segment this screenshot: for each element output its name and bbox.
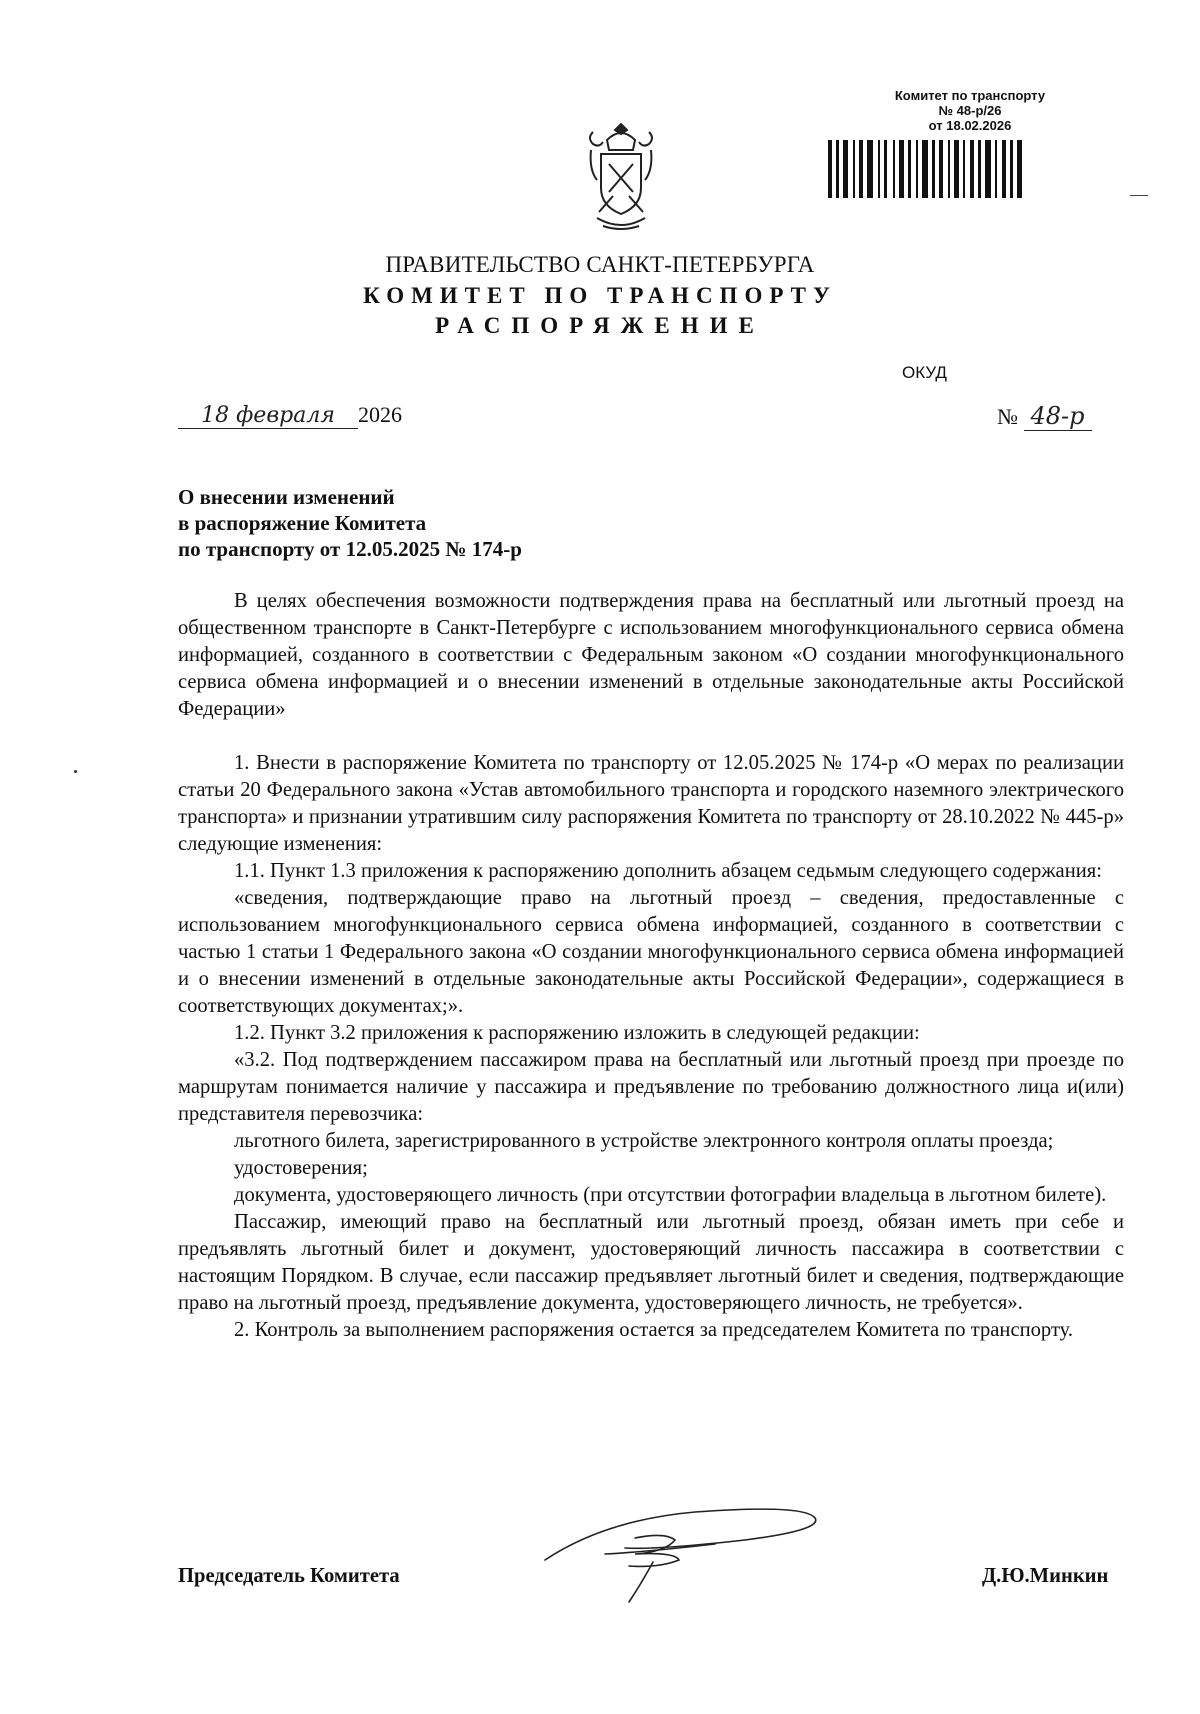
clause-1-1: 1.1. Пункт 1.3 приложения к распоряжению дополнить абзацем седьмым следующего содержания: [234,860,1102,882]
barcode-bar [1010,140,1013,198]
barcode-bar [828,140,832,198]
signatory-name: Д.Ю.Минкин [982,1565,1109,1587]
preamble-paragraph: В целях обеспечения возможности подтверждения права на бесплатный или льготный проезд на общественном транспорте в Санкт-Петербурге с использованием многофункционального сервиса обмена информацией, созданного в соответствии с Федеральным законом «О создании многофункционального сервиса обмена информацией и о внесении изменений в отдельные законодательные акты Российской Федерации» [178,590,1124,720]
handwritten-signature [535,1490,825,1615]
barcode-bar [954,140,959,198]
clause-2: 2. Контроль за выполнением распоряжения остается за председателем Комитета по транспорту. [234,1319,1074,1341]
clause-1-1-text: «сведения, подтверждающие право на льготный проезд – сведения, предоставленные с использованием многофункционального сервиса обмена информацией, созданного в соответствии с частью 1 статьи 1 Федерального закона «О создании многофункционального сервиса обмена информацией и о внесении изменений в отдельные законодательные акты Российской Федерации», содержащиеся в соответствующих документах;». [178,887,1124,1017]
committee-heading: КОМИТЕТ ПО ТРАНСПОРТУ [363,283,837,308]
document-date [178,402,402,429]
barcode-bar [922,140,928,198]
barcode-bar [878,140,880,198]
registration-stamp [820,88,1120,133]
barcode-bar [985,140,991,198]
handwritten-number: 48-р [1024,402,1092,431]
subject-line: по транспорту от 12.05.2025 № 174-р [178,537,522,561]
scan-speck [74,770,77,773]
barcode-bar [1017,140,1022,198]
stamp-line-3: от 18.02.2026 [928,118,1012,133]
barcode-bar [916,140,918,198]
clause-1: 1. Внести в распоряжение Комитета по транспорту от 12.05.2025 № 174-р «О мерах по реализации статьи 20 Федерального закона «Устав автомобильного транспорта и городского наземного электрического транспорта» и признании утратившим силу распоряжения Комитета по транспорту от 28.10.2022 № 445-р» следующие изменения: [178,752,1124,855]
barcode-bar [908,140,911,198]
stamp-line-2: № 48-р/26 [938,103,1002,118]
clause-3-2-item: документа, удостоверяющего личность (при отсутствии фотографии владельца в льготном билете). [234,1184,1107,1206]
barcode-bar [932,140,935,198]
barcode-bar [995,140,997,198]
passenger-paragraph: Пассажир, имеющий право на бесплатный или льготный проезд, обязан иметь при себе и предъявлять льготный билет и документ, удостоверяющий личность пассажира в соответствии с настоящим Порядком. В случае, если пассажир предъявляет льготный билет и сведения, подтверждающие право на льготный проезд, предъявление документа, удостоверяющего личность, не требуется». [178,1211,1124,1314]
barcode-bar [836,140,839,198]
subject-line: в распоряжение Комитета [178,511,427,535]
barcode-bar [884,140,887,198]
document-type-heading: РАСПОРЯЖЕНИЕ [435,313,765,338]
signatory-title: Председатель Комитета [178,1565,400,1587]
clause-3-2-item: льготного билета, зарегистрированного в устройстве электронного контроля оплаты проезда; [234,1130,1054,1152]
clause-1-2: 1.2. Пункт 3.2 приложения к распоряжению изложить в следующей редакции: [234,1022,920,1044]
handwritten-date: 18 февраля [178,403,358,429]
subject-line: О внесении изменений [178,485,395,509]
barcode-bar [893,140,895,198]
barcode-bar [939,140,943,198]
document-body [178,588,1124,1344]
barcode-bar [899,140,904,198]
barcode-bar [963,140,965,198]
government-heading: ПРАВИТЕЛЬСТВО САНКТ-ПЕТЕРБУРГА [385,252,815,277]
barcode-bar [970,140,974,198]
barcode-bar [948,140,950,198]
clause-3-2: «3.2. Под подтверждением пассажиром права на бесплатный или льготный проезд при проезде по маршрутам понимается наличие у пассажира и предъявление по требованию должностного лица и(или) представителя перевозчика: [178,1049,1124,1125]
clause-3-2-item: удостоверения; [234,1157,368,1179]
document-subject [178,484,522,562]
okud-label: ОКУД [902,363,947,382]
barcode-dash [1130,195,1148,196]
coat-of-arms-icon [583,118,659,234]
stamp-line-1: Комитет по транспорту [894,88,1046,103]
barcode-bar [853,140,855,198]
document-number [997,402,1092,431]
barcode-bar [859,140,863,198]
number-prefix: № [997,404,1018,429]
barcode-bar [843,140,848,198]
barcode-bar [978,140,981,198]
barcode-bar [867,140,873,198]
barcode-bar [1002,140,1006,198]
date-year: 2026 [358,402,402,427]
barcode [828,140,1108,198]
